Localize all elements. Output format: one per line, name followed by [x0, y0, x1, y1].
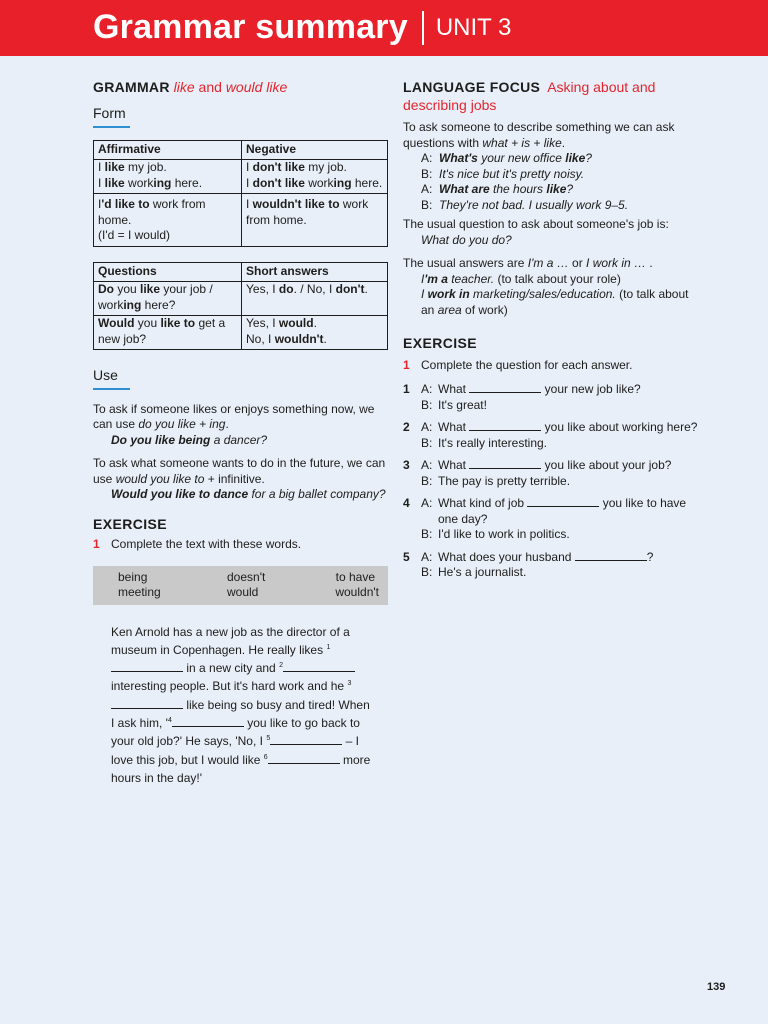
- answer-blank[interactable]: [575, 551, 647, 561]
- table-cell: Would you like to get a new job?: [94, 316, 242, 350]
- list-item: 2 A: What you like about working here?: [403, 420, 698, 434]
- answer-blank[interactable]: [469, 383, 541, 393]
- table-header: Affirmative: [94, 140, 242, 160]
- word-option: wouldn't: [335, 584, 379, 599]
- usual-question-example: What do you do?: [421, 232, 512, 247]
- affirmative-negative-table: [93, 140, 388, 247]
- usual-answer-example: I'm a teacher. (to talk about your role): [421, 271, 621, 286]
- language-focus-heading: LANGUAGE FOCUS Asking about and describing jobs: [403, 79, 656, 113]
- table-cell: I wouldn't like to work from home.: [242, 194, 388, 247]
- page-number: 139: [707, 981, 726, 993]
- page-title: Grammar summary: [93, 8, 408, 47]
- table-row: [94, 316, 388, 350]
- answer-blank[interactable]: [469, 459, 541, 469]
- use-example: Would you like to dance for a big ballet company?: [111, 487, 386, 501]
- example-dialog: [403, 151, 703, 213]
- table-cell: Yes, I do. / No, I don't.: [242, 282, 388, 316]
- word-option: being: [118, 569, 148, 584]
- exercise-items: [403, 382, 703, 581]
- table-cell: I don't like my job. I don't like working here.: [242, 160, 388, 194]
- dialog-line: A: What are the hours like?: [421, 182, 574, 196]
- answer-blank[interactable]: [527, 497, 599, 507]
- list-item-answer: B: The pay is pretty terrible.: [421, 473, 571, 488]
- list-item-answer: B: It's great!: [421, 397, 487, 412]
- table-row: [94, 194, 388, 247]
- dialog-line: B: They're not bad. I usually work 9–5.: [421, 197, 629, 212]
- list-item-answer: B: I'd like to work in politics.: [421, 527, 570, 541]
- answer-blank[interactable]: [270, 735, 342, 745]
- unit-label: UNIT 3: [435, 14, 512, 42]
- grammar-column: [93, 78, 388, 787]
- table-header: Questions: [94, 262, 242, 282]
- usual-answer-example: I work in marketing/sales/education. (to talk about an area of work): [421, 287, 689, 317]
- use-label: Use: [93, 367, 118, 383]
- table-row: [94, 282, 388, 316]
- table-row: [94, 160, 388, 194]
- word-option: would: [227, 584, 259, 599]
- list-item: 4 A: What kind of job you like to have one day?: [403, 496, 687, 526]
- dialog-line: B: It's nice but it's pretty noisy.: [421, 166, 585, 181]
- exercise-instruction: 1 Complete the question for each answer.: [403, 357, 633, 372]
- table-cell: I like my job. I like working here.: [94, 160, 242, 194]
- table-cell: Do you like your job / working here?: [94, 282, 242, 316]
- grammar-heading: GRAMMAR like and would like: [93, 79, 288, 95]
- use-underline: [93, 388, 130, 390]
- list-item-answer: B: It's really interesting.: [421, 435, 548, 450]
- page-header: [0, 0, 768, 56]
- word-option: to have: [335, 569, 375, 584]
- answer-blank[interactable]: [283, 662, 355, 672]
- table-cell: Yes, I would. No, I wouldn't.: [242, 316, 388, 350]
- use-paragraph: To ask if someone likes or enjoys something now, we can use do you like + ing.: [93, 401, 375, 431]
- use-example: Do you like being a dancer?: [111, 432, 268, 447]
- questions-answers-table: [93, 262, 388, 351]
- header-divider: [422, 11, 424, 45]
- word-option: meeting: [118, 584, 161, 599]
- answer-blank[interactable]: [172, 717, 244, 727]
- form-underline: [93, 126, 130, 128]
- list-item: 1 A: What your new job like?: [403, 382, 641, 396]
- use-paragraph: To ask what someone wants to do in the future, we can use would you like to + infinitive.: [93, 456, 386, 486]
- usual-question: The usual question to ask about someone's job is:: [403, 217, 669, 231]
- usual-answers: The usual answers are I'm a … or I work in … .: [403, 256, 653, 270]
- table-header: Negative: [242, 140, 388, 160]
- language-focus-column: [403, 78, 703, 581]
- exercise-heading: EXERCISE: [403, 335, 477, 351]
- table-cell: I'd like to work from home. (I'd = I would): [94, 194, 242, 247]
- list-item: 5 A: What does your husband ?: [403, 549, 654, 564]
- exercise-text: Ken Arnold has a new job as the director of a museum in Copenhagen. He really likes $^1$ in a new city and $^2$ interesting people. But it's hard work and he $^3$ like being so busy and tired! When I ask him, '$^4$ you like to go back to your old job?' He says, 'No, I $^5$ – I love this job, but I would like $^6$ more hours in the day!': [111, 624, 371, 785]
- exercise-heading: EXERCISE: [93, 515, 167, 532]
- answer-blank[interactable]: [111, 662, 183, 672]
- intro-paragraph: To ask someone to describe something we can ask questions with what + is + like.: [403, 120, 675, 150]
- answer-blank[interactable]: [268, 754, 340, 764]
- word-option: doesn't: [227, 569, 266, 584]
- form-label: Form: [93, 105, 126, 121]
- list-item: 3 A: What you like about your job?: [403, 458, 672, 472]
- answer-blank[interactable]: [469, 421, 541, 431]
- dialog-line: A: What's your new office like?: [421, 151, 592, 165]
- list-item-answer: B: He's a journalist.: [421, 565, 527, 579]
- answer-blank[interactable]: [111, 699, 183, 709]
- table-header: Short answers: [242, 262, 388, 282]
- exercise-instruction: 1 Complete the text with these words.: [93, 537, 302, 551]
- word-box: [93, 566, 388, 605]
